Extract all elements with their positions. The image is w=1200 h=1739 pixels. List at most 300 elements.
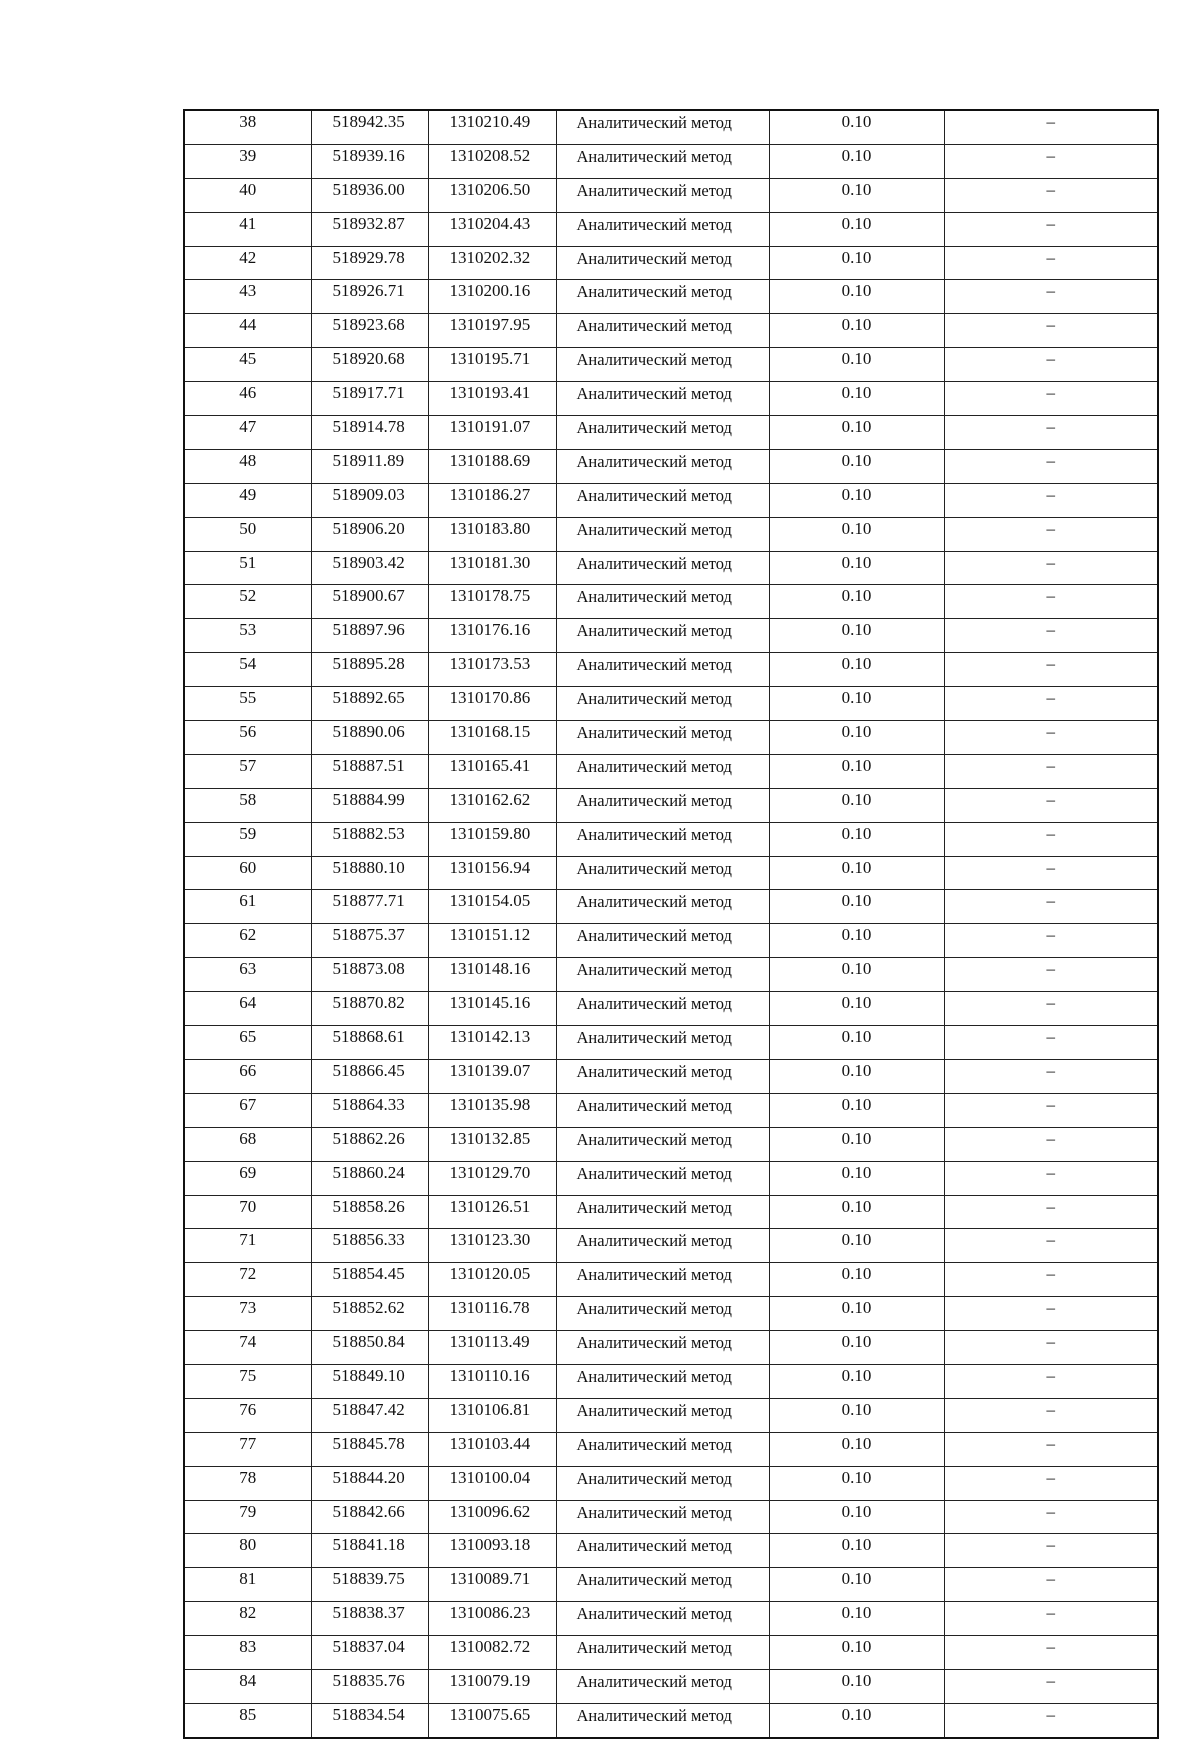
method-cell: Аналитический метод [556, 551, 769, 585]
note-cell: – [944, 1297, 1158, 1331]
accuracy-cell: 0.10 [769, 1636, 944, 1670]
note-cell: – [944, 382, 1158, 416]
note-cell: – [944, 653, 1158, 687]
note-cell: – [944, 687, 1158, 721]
point-number-cell: 47 [184, 416, 311, 450]
point-number-cell: 84 [184, 1669, 311, 1703]
x-coordinate-cell: 518835.76 [311, 1669, 428, 1703]
accuracy-cell: 0.10 [769, 1059, 944, 1093]
point-number-cell: 51 [184, 551, 311, 585]
accuracy-cell: 0.10 [769, 1466, 944, 1500]
table-row [184, 178, 1158, 212]
y-coordinate-cell: 1310123.30 [428, 1229, 556, 1263]
point-number-cell: 41 [184, 212, 311, 246]
note-cell: – [944, 924, 1158, 958]
y-coordinate-cell: 1310210.49 [428, 110, 556, 144]
note-cell: – [944, 1093, 1158, 1127]
note-cell: – [944, 1364, 1158, 1398]
point-number-cell: 60 [184, 856, 311, 890]
accuracy-cell: 0.10 [769, 856, 944, 890]
table-row [184, 246, 1158, 280]
y-coordinate-cell: 1310168.15 [428, 721, 556, 755]
accuracy-cell: 0.10 [769, 551, 944, 585]
accuracy-cell: 0.10 [769, 754, 944, 788]
note-cell: – [944, 110, 1158, 144]
x-coordinate-cell: 518936.00 [311, 178, 428, 212]
note-cell: – [944, 1127, 1158, 1161]
accuracy-cell: 0.10 [769, 416, 944, 450]
x-coordinate-cell: 518837.04 [311, 1636, 428, 1670]
note-cell: – [944, 483, 1158, 517]
accuracy-cell: 0.10 [769, 1297, 944, 1331]
accuracy-cell: 0.10 [769, 1263, 944, 1297]
method-cell: Аналитический метод [556, 1229, 769, 1263]
accuracy-cell: 0.10 [769, 1229, 944, 1263]
table-row [184, 721, 1158, 755]
point-number-cell: 73 [184, 1297, 311, 1331]
table-row [184, 1297, 1158, 1331]
method-cell: Аналитический метод [556, 449, 769, 483]
note-cell: – [944, 788, 1158, 822]
y-coordinate-cell: 1310200.16 [428, 280, 556, 314]
accuracy-cell: 0.10 [769, 958, 944, 992]
y-coordinate-cell: 1310208.52 [428, 144, 556, 178]
x-coordinate-cell: 518866.45 [311, 1059, 428, 1093]
point-number-cell: 75 [184, 1364, 311, 1398]
y-coordinate-cell: 1310113.49 [428, 1331, 556, 1365]
table-row [184, 1093, 1158, 1127]
x-coordinate-cell: 518864.33 [311, 1093, 428, 1127]
x-coordinate-cell: 518839.75 [311, 1568, 428, 1602]
table-row [184, 1669, 1158, 1703]
y-coordinate-cell: 1310145.16 [428, 992, 556, 1026]
note-cell: – [944, 1263, 1158, 1297]
x-coordinate-cell: 518890.06 [311, 721, 428, 755]
method-cell: Аналитический метод [556, 1398, 769, 1432]
table-row [184, 1364, 1158, 1398]
point-number-cell: 52 [184, 585, 311, 619]
method-cell: Аналитический метод [556, 856, 769, 890]
note-cell: – [944, 1398, 1158, 1432]
x-coordinate-cell: 518868.61 [311, 1026, 428, 1060]
accuracy-cell: 0.10 [769, 1195, 944, 1229]
y-coordinate-cell: 1310186.27 [428, 483, 556, 517]
accuracy-cell: 0.10 [769, 619, 944, 653]
point-number-cell: 46 [184, 382, 311, 416]
x-coordinate-cell: 518939.16 [311, 144, 428, 178]
note-cell: – [944, 721, 1158, 755]
x-coordinate-cell: 518850.84 [311, 1331, 428, 1365]
x-coordinate-cell: 518862.26 [311, 1127, 428, 1161]
y-coordinate-cell: 1310142.13 [428, 1026, 556, 1060]
accuracy-cell: 0.10 [769, 1500, 944, 1534]
x-coordinate-cell: 518854.45 [311, 1263, 428, 1297]
y-coordinate-cell: 1310096.62 [428, 1500, 556, 1534]
method-cell: Аналитический метод [556, 619, 769, 653]
method-cell: Аналитический метод [556, 1534, 769, 1568]
x-coordinate-cell: 518838.37 [311, 1602, 428, 1636]
method-cell: Аналитический метод [556, 1669, 769, 1703]
y-coordinate-cell: 1310176.16 [428, 619, 556, 653]
point-number-cell: 45 [184, 348, 311, 382]
point-number-cell: 58 [184, 788, 311, 822]
y-coordinate-cell: 1310089.71 [428, 1568, 556, 1602]
accuracy-cell: 0.10 [769, 517, 944, 551]
point-number-cell: 61 [184, 890, 311, 924]
point-number-cell: 70 [184, 1195, 311, 1229]
y-coordinate-cell: 1310116.78 [428, 1297, 556, 1331]
note-cell: – [944, 754, 1158, 788]
method-cell: Аналитический метод [556, 246, 769, 280]
x-coordinate-cell: 518875.37 [311, 924, 428, 958]
point-number-cell: 59 [184, 822, 311, 856]
note-cell: – [944, 280, 1158, 314]
note-cell: – [944, 246, 1158, 280]
y-coordinate-cell: 1310093.18 [428, 1534, 556, 1568]
x-coordinate-cell: 518834.54 [311, 1703, 428, 1737]
x-coordinate-cell: 518909.03 [311, 483, 428, 517]
note-cell: – [944, 1534, 1158, 1568]
accuracy-cell: 0.10 [769, 449, 944, 483]
note-cell: – [944, 1500, 1158, 1534]
point-number-cell: 81 [184, 1568, 311, 1602]
note-cell: – [944, 822, 1158, 856]
table-row [184, 1161, 1158, 1195]
accuracy-cell: 0.10 [769, 1331, 944, 1365]
method-cell: Аналитический метод [556, 1297, 769, 1331]
note-cell: – [944, 1466, 1158, 1500]
y-coordinate-cell: 1310178.75 [428, 585, 556, 619]
table-row [184, 890, 1158, 924]
method-cell: Аналитический метод [556, 212, 769, 246]
note-cell: – [944, 517, 1158, 551]
note-cell: – [944, 212, 1158, 246]
accuracy-cell: 0.10 [769, 178, 944, 212]
x-coordinate-cell: 518849.10 [311, 1364, 428, 1398]
table-row [184, 1466, 1158, 1500]
table-row [184, 1229, 1158, 1263]
accuracy-cell: 0.10 [769, 110, 944, 144]
method-cell: Аналитический метод [556, 110, 769, 144]
method-cell: Аналитический метод [556, 517, 769, 551]
y-coordinate-cell: 1310135.98 [428, 1093, 556, 1127]
method-cell: Аналитический метод [556, 585, 769, 619]
y-coordinate-cell: 1310100.04 [428, 1466, 556, 1500]
table-row [184, 348, 1158, 382]
x-coordinate-cell: 518856.33 [311, 1229, 428, 1263]
accuracy-cell: 0.10 [769, 721, 944, 755]
point-number-cell: 56 [184, 721, 311, 755]
table-row [184, 1568, 1158, 1602]
y-coordinate-cell: 1310191.07 [428, 416, 556, 450]
accuracy-cell: 0.10 [769, 788, 944, 822]
note-cell: – [944, 416, 1158, 450]
method-cell: Аналитический метод [556, 348, 769, 382]
table-row [184, 1432, 1158, 1466]
y-coordinate-cell: 1310206.50 [428, 178, 556, 212]
point-number-cell: 79 [184, 1500, 311, 1534]
note-cell: – [944, 1432, 1158, 1466]
x-coordinate-cell: 518852.62 [311, 1297, 428, 1331]
note-cell: – [944, 314, 1158, 348]
note-cell: – [944, 1195, 1158, 1229]
point-number-cell: 53 [184, 619, 311, 653]
y-coordinate-cell: 1310110.16 [428, 1364, 556, 1398]
note-cell: – [944, 144, 1158, 178]
point-number-cell: 68 [184, 1127, 311, 1161]
y-coordinate-cell: 1310120.05 [428, 1263, 556, 1297]
point-number-cell: 39 [184, 144, 311, 178]
y-coordinate-cell: 1310154.05 [428, 890, 556, 924]
method-cell: Аналитический метод [556, 483, 769, 517]
accuracy-cell: 0.10 [769, 822, 944, 856]
accuracy-cell: 0.10 [769, 1568, 944, 1602]
x-coordinate-cell: 518923.68 [311, 314, 428, 348]
x-coordinate-cell: 518917.71 [311, 382, 428, 416]
x-coordinate-cell: 518926.71 [311, 280, 428, 314]
x-coordinate-cell: 518932.87 [311, 212, 428, 246]
table-row [184, 992, 1158, 1026]
y-coordinate-cell: 1310202.32 [428, 246, 556, 280]
note-cell: – [944, 1059, 1158, 1093]
note-cell: – [944, 551, 1158, 585]
x-coordinate-cell: 518895.28 [311, 653, 428, 687]
y-coordinate-cell: 1310079.19 [428, 1669, 556, 1703]
point-number-cell: 65 [184, 1026, 311, 1060]
table-row [184, 1534, 1158, 1568]
y-coordinate-cell: 1310129.70 [428, 1161, 556, 1195]
table-row [184, 1059, 1158, 1093]
method-cell: Аналитический метод [556, 280, 769, 314]
table-row [184, 1195, 1158, 1229]
point-number-cell: 62 [184, 924, 311, 958]
method-cell: Аналитический метод [556, 314, 769, 348]
y-coordinate-cell: 1310197.95 [428, 314, 556, 348]
point-number-cell: 72 [184, 1263, 311, 1297]
point-number-cell: 83 [184, 1636, 311, 1670]
x-coordinate-cell: 518900.67 [311, 585, 428, 619]
y-coordinate-cell: 1310106.81 [428, 1398, 556, 1432]
y-coordinate-cell: 1310126.51 [428, 1195, 556, 1229]
y-coordinate-cell: 1310183.80 [428, 517, 556, 551]
note-cell: – [944, 1229, 1158, 1263]
y-coordinate-cell: 1310181.30 [428, 551, 556, 585]
y-coordinate-cell: 1310075.65 [428, 1703, 556, 1737]
x-coordinate-cell: 518892.65 [311, 687, 428, 721]
method-cell: Аналитический метод [556, 687, 769, 721]
table-row [184, 1602, 1158, 1636]
table-row [184, 653, 1158, 687]
y-coordinate-cell: 1310082.72 [428, 1636, 556, 1670]
x-coordinate-cell: 518860.24 [311, 1161, 428, 1195]
y-coordinate-cell: 1310162.62 [428, 788, 556, 822]
table-row [184, 110, 1158, 144]
x-coordinate-cell: 518842.66 [311, 1500, 428, 1534]
accuracy-cell: 0.10 [769, 992, 944, 1026]
x-coordinate-cell: 518884.99 [311, 788, 428, 822]
x-coordinate-cell: 518887.51 [311, 754, 428, 788]
method-cell: Аналитический метод [556, 924, 769, 958]
table-row [184, 1263, 1158, 1297]
method-cell: Аналитический метод [556, 1331, 769, 1365]
table-row [184, 1500, 1158, 1534]
note-cell: – [944, 619, 1158, 653]
y-coordinate-cell: 1310148.16 [428, 958, 556, 992]
method-cell: Аналитический метод [556, 1161, 769, 1195]
method-cell: Аналитический метод [556, 144, 769, 178]
accuracy-cell: 0.10 [769, 382, 944, 416]
point-number-cell: 40 [184, 178, 311, 212]
note-cell: – [944, 449, 1158, 483]
method-cell: Аналитический метод [556, 1602, 769, 1636]
table-row [184, 822, 1158, 856]
x-coordinate-cell: 518873.08 [311, 958, 428, 992]
method-cell: Аналитический метод [556, 1364, 769, 1398]
point-number-cell: 43 [184, 280, 311, 314]
point-number-cell: 50 [184, 517, 311, 551]
point-number-cell: 63 [184, 958, 311, 992]
accuracy-cell: 0.10 [769, 212, 944, 246]
point-number-cell: 64 [184, 992, 311, 1026]
method-cell: Аналитический метод [556, 1500, 769, 1534]
note-cell: – [944, 1669, 1158, 1703]
note-cell: – [944, 1636, 1158, 1670]
accuracy-cell: 0.10 [769, 348, 944, 382]
point-number-cell: 49 [184, 483, 311, 517]
x-coordinate-cell: 518914.78 [311, 416, 428, 450]
note-cell: – [944, 1703, 1158, 1737]
y-coordinate-cell: 1310193.41 [428, 382, 556, 416]
y-coordinate-cell: 1310156.94 [428, 856, 556, 890]
point-number-cell: 82 [184, 1602, 311, 1636]
table-row [184, 924, 1158, 958]
table-row [184, 483, 1158, 517]
table-row [184, 687, 1158, 721]
point-number-cell: 48 [184, 449, 311, 483]
table-body [184, 110, 1158, 1738]
accuracy-cell: 0.10 [769, 687, 944, 721]
accuracy-cell: 0.10 [769, 1669, 944, 1703]
point-number-cell: 66 [184, 1059, 311, 1093]
point-number-cell: 85 [184, 1703, 311, 1737]
coordinates-table [183, 109, 1159, 1739]
point-number-cell: 80 [184, 1534, 311, 1568]
y-coordinate-cell: 1310151.12 [428, 924, 556, 958]
point-number-cell: 44 [184, 314, 311, 348]
point-number-cell: 74 [184, 1331, 311, 1365]
table-row [184, 551, 1158, 585]
accuracy-cell: 0.10 [769, 653, 944, 687]
accuracy-cell: 0.10 [769, 890, 944, 924]
table-row [184, 449, 1158, 483]
table-row [184, 416, 1158, 450]
method-cell: Аналитический метод [556, 1636, 769, 1670]
y-coordinate-cell: 1310188.69 [428, 449, 556, 483]
x-coordinate-cell: 518877.71 [311, 890, 428, 924]
y-coordinate-cell: 1310132.85 [428, 1127, 556, 1161]
method-cell: Аналитический метод [556, 1432, 769, 1466]
y-coordinate-cell: 1310173.53 [428, 653, 556, 687]
accuracy-cell: 0.10 [769, 1093, 944, 1127]
accuracy-cell: 0.10 [769, 1026, 944, 1060]
y-coordinate-cell: 1310159.80 [428, 822, 556, 856]
x-coordinate-cell: 518845.78 [311, 1432, 428, 1466]
method-cell: Аналитический метод [556, 382, 769, 416]
method-cell: Аналитический метод [556, 958, 769, 992]
x-coordinate-cell: 518841.18 [311, 1534, 428, 1568]
table-row [184, 585, 1158, 619]
note-cell: – [944, 1161, 1158, 1195]
table-row [184, 1703, 1158, 1737]
point-number-cell: 67 [184, 1093, 311, 1127]
accuracy-cell: 0.10 [769, 1703, 944, 1737]
accuracy-cell: 0.10 [769, 1364, 944, 1398]
point-number-cell: 38 [184, 110, 311, 144]
point-number-cell: 57 [184, 754, 311, 788]
method-cell: Аналитический метод [556, 754, 769, 788]
point-number-cell: 55 [184, 687, 311, 721]
point-number-cell: 77 [184, 1432, 311, 1466]
accuracy-cell: 0.10 [769, 585, 944, 619]
note-cell: – [944, 585, 1158, 619]
x-coordinate-cell: 518897.96 [311, 619, 428, 653]
accuracy-cell: 0.10 [769, 1602, 944, 1636]
table-row [184, 1398, 1158, 1432]
y-coordinate-cell: 1310165.41 [428, 754, 556, 788]
point-number-cell: 71 [184, 1229, 311, 1263]
point-number-cell: 42 [184, 246, 311, 280]
accuracy-cell: 0.10 [769, 1161, 944, 1195]
table-row [184, 382, 1158, 416]
x-coordinate-cell: 518870.82 [311, 992, 428, 1026]
method-cell: Аналитический метод [556, 1568, 769, 1602]
method-cell: Аналитический метод [556, 416, 769, 450]
method-cell: Аналитический метод [556, 1466, 769, 1500]
x-coordinate-cell: 518920.68 [311, 348, 428, 382]
method-cell: Аналитический метод [556, 788, 769, 822]
table-row [184, 856, 1158, 890]
table-row [184, 517, 1158, 551]
x-coordinate-cell: 518847.42 [311, 1398, 428, 1432]
table-row [184, 212, 1158, 246]
method-cell: Аналитический метод [556, 890, 769, 924]
y-coordinate-cell: 1310204.43 [428, 212, 556, 246]
accuracy-cell: 0.10 [769, 924, 944, 958]
method-cell: Аналитический метод [556, 1195, 769, 1229]
method-cell: Аналитический метод [556, 1703, 769, 1737]
accuracy-cell: 0.10 [769, 144, 944, 178]
note-cell: – [944, 1026, 1158, 1060]
method-cell: Аналитический метод [556, 178, 769, 212]
x-coordinate-cell: 518911.89 [311, 449, 428, 483]
x-coordinate-cell: 518882.53 [311, 822, 428, 856]
table-row [184, 144, 1158, 178]
y-coordinate-cell: 1310139.07 [428, 1059, 556, 1093]
note-cell: – [944, 958, 1158, 992]
accuracy-cell: 0.10 [769, 246, 944, 280]
table-row [184, 1636, 1158, 1670]
table-row [184, 754, 1158, 788]
point-number-cell: 54 [184, 653, 311, 687]
y-coordinate-cell: 1310103.44 [428, 1432, 556, 1466]
x-coordinate-cell: 518906.20 [311, 517, 428, 551]
x-coordinate-cell: 518942.35 [311, 110, 428, 144]
method-cell: Аналитический метод [556, 721, 769, 755]
point-number-cell: 78 [184, 1466, 311, 1500]
accuracy-cell: 0.10 [769, 1534, 944, 1568]
x-coordinate-cell: 518880.10 [311, 856, 428, 890]
table-row [184, 280, 1158, 314]
